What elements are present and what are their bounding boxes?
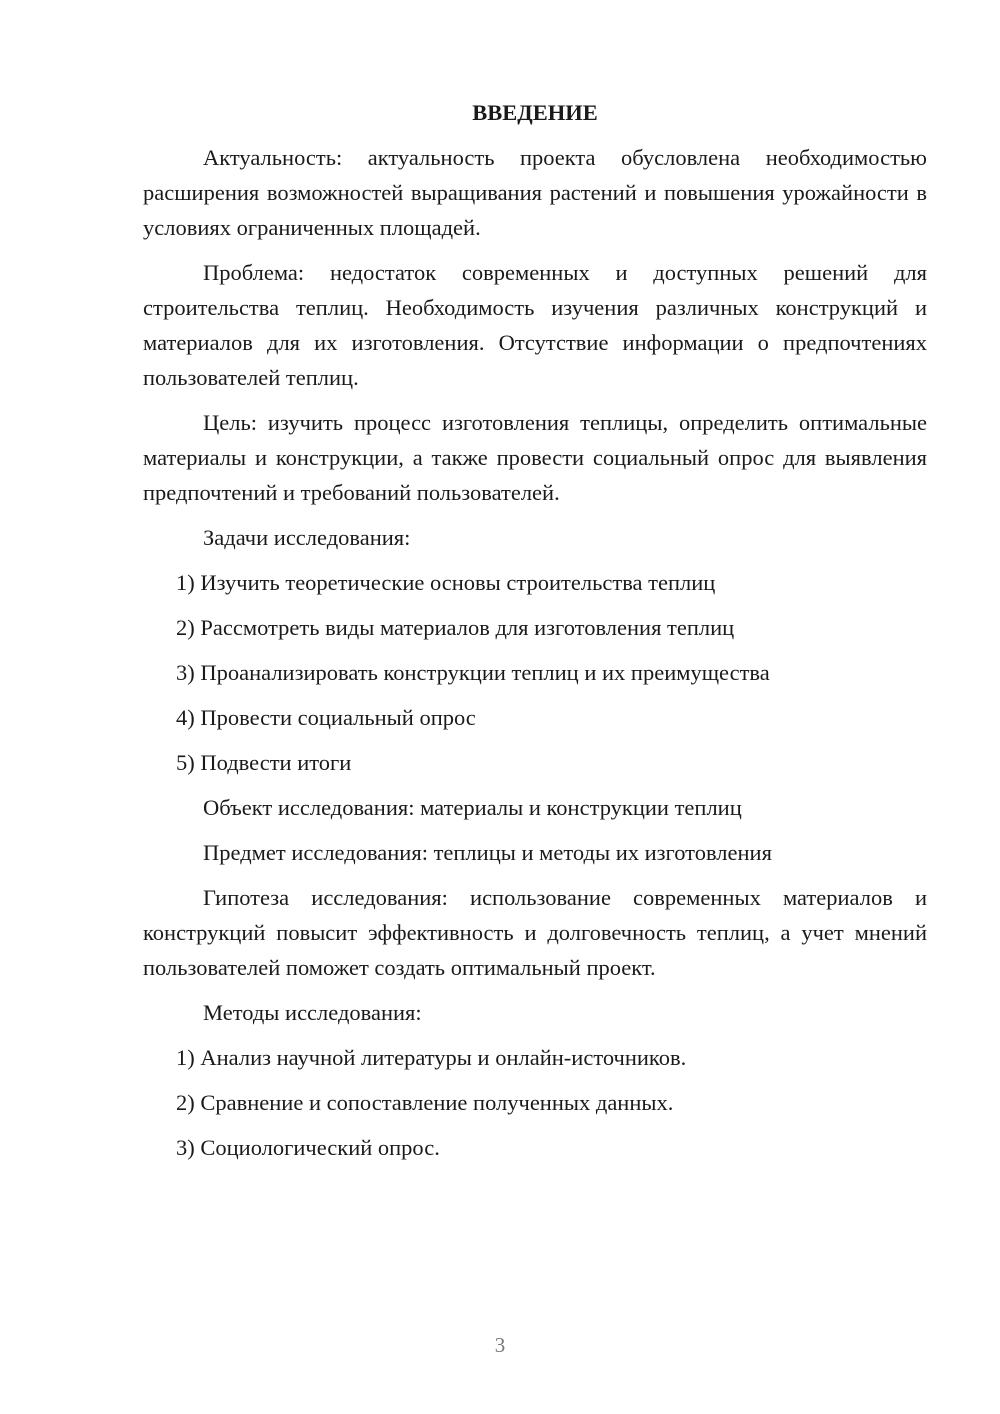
page-title: ВВЕДЕНИЕ <box>472 100 598 125</box>
method-item: 2) Сравнение и сопоставление полученных данных. <box>176 1090 674 1115</box>
page-content <box>143 95 927 1175</box>
problem-paragraph: Проблема: недостаток современных и доступных решений для строительства теплиц. Необходимость изучения различных конструкций и материалов для их изготовления. Отсутствие информации о предпочтениях пользователей теплиц. <box>143 260 927 390</box>
task-item: 5) Подвести итоги <box>176 750 352 775</box>
task-item: 2) Рассмотреть виды материалов для изготовления теплиц <box>176 615 735 640</box>
relevance-paragraph: Актуальность: актуальность проекта обусловлена необходимостью расширения возможностей выращивания растений и повышения урожайности в условиях ограниченных площадей. <box>143 145 927 240</box>
object-paragraph: Объект исследования: материалы и конструкции теплиц <box>203 795 742 820</box>
hypothesis-paragraph: Гипотеза исследования: использование современных материалов и конструкций повысит эффективность и долговечность теплиц, а учет мнений пользователей поможет создать оптимальный проект. <box>143 885 927 980</box>
task-item: 3) Проанализировать конструкции теплиц и их преимущества <box>176 660 770 685</box>
subject-paragraph: Предмет исследования: теплицы и методы их изготовления <box>203 840 772 865</box>
task-item: 4) Провести социальный опрос <box>176 705 476 730</box>
page-number: 3 <box>494 1333 506 1357</box>
methods-heading: Методы исследования: <box>203 1000 422 1025</box>
method-item: 3) Социологический опрос. <box>176 1135 440 1160</box>
task-item: 1) Изучить теоретические основы строительства теплиц <box>176 570 716 595</box>
goal-paragraph: Цель: изучить процесс изготовления теплицы, определить оптимальные материалы и конструкции, а также провести социальный опрос для выявления предпочтений и требований пользователей. <box>143 410 927 505</box>
tasks-heading: Задачи исследования: <box>203 525 411 550</box>
method-item: 1) Анализ научной литературы и онлайн-источников. <box>176 1045 687 1070</box>
